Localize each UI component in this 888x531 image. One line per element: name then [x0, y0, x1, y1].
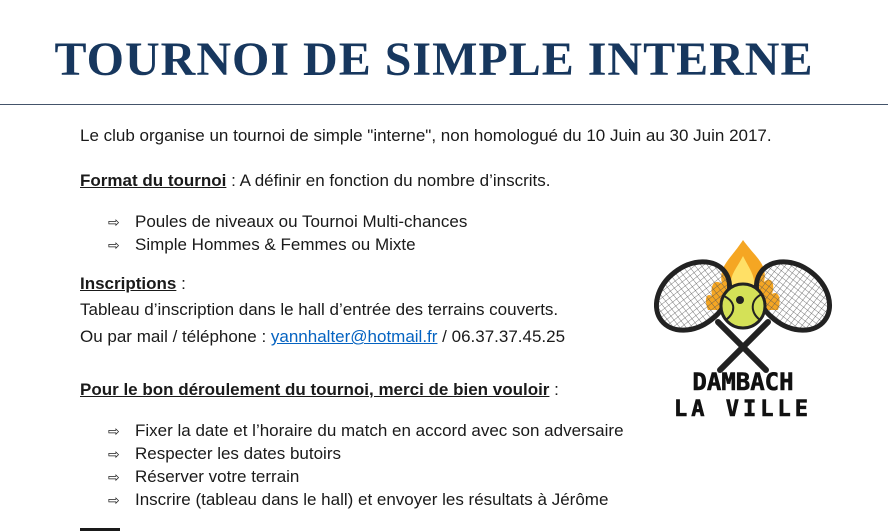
- deroulement-item: ⇨ Réserver votre terrain: [108, 466, 299, 489]
- format-paragraph: [80, 170, 551, 192]
- format-text: : A définir en fonction du nombre d’inscrits.: [226, 171, 551, 190]
- deroulement-item: ⇨ Inscrire (tableau dans le hall) et envoyer les résultats à Jérôme: [108, 489, 608, 512]
- arrow-icon: ⇨: [108, 447, 120, 463]
- club-logo: [648, 238, 838, 423]
- format-item: ⇨ Simple Hommes & Femmes ou Mixte: [108, 234, 416, 257]
- deroulement-item: ⇨ Respecter les dates butoirs: [108, 443, 341, 466]
- intro-paragraph: Le club organise un tournoi de simple "interne", non homologué du 10 Juin au 30 Juin 2017.: [80, 126, 772, 145]
- cut-off-heading: [80, 522, 120, 531]
- inscriptions-line: Tableau d’inscription dans le hall d’entrée des terrains couverts.: [80, 300, 559, 319]
- format-item: ⇨ Poules de niveaux ou Tournoi Multi-chances: [108, 211, 467, 234]
- tennis-ball-icon: [721, 284, 765, 328]
- format-label: Format du tournoi: [80, 171, 227, 190]
- deroulement-item: ⇨ Fixer la date et l’horaire du match en accord avec son adversaire: [108, 420, 624, 443]
- phone-number: / 06.37.37.45.25: [437, 327, 566, 346]
- logo-line2: LA VILLE: [674, 397, 812, 422]
- arrow-icon: ⇨: [108, 238, 120, 254]
- inscriptions-heading: Inscriptions :: [80, 274, 186, 293]
- arrow-icon: ⇨: [108, 470, 120, 486]
- page-title: TOURNOI DE SIMPLE INTERNE: [54, 33, 814, 86]
- email-link[interactable]: yannhalter@hotmail.fr: [270, 327, 438, 346]
- contact-line: Ou par mail / téléphone : yannhalter@hotmail.fr / 06.37.37.45.25: [80, 327, 566, 346]
- deroulement-heading: Pour le bon déroulement du tournoi, merci de bien vouloir :: [80, 380, 559, 399]
- logo-line1: DAMBACH: [692, 368, 794, 396]
- arrow-icon: ⇨: [108, 493, 120, 509]
- arrow-icon: ⇨: [108, 215, 120, 231]
- inscriptions-label: Inscriptions: [80, 274, 177, 293]
- title-divider: [0, 104, 888, 105]
- arrow-icon: ⇨: [108, 424, 120, 440]
- deroulement-label: Pour le bon déroulement du tournoi, merci de bien vouloir: [80, 380, 550, 399]
